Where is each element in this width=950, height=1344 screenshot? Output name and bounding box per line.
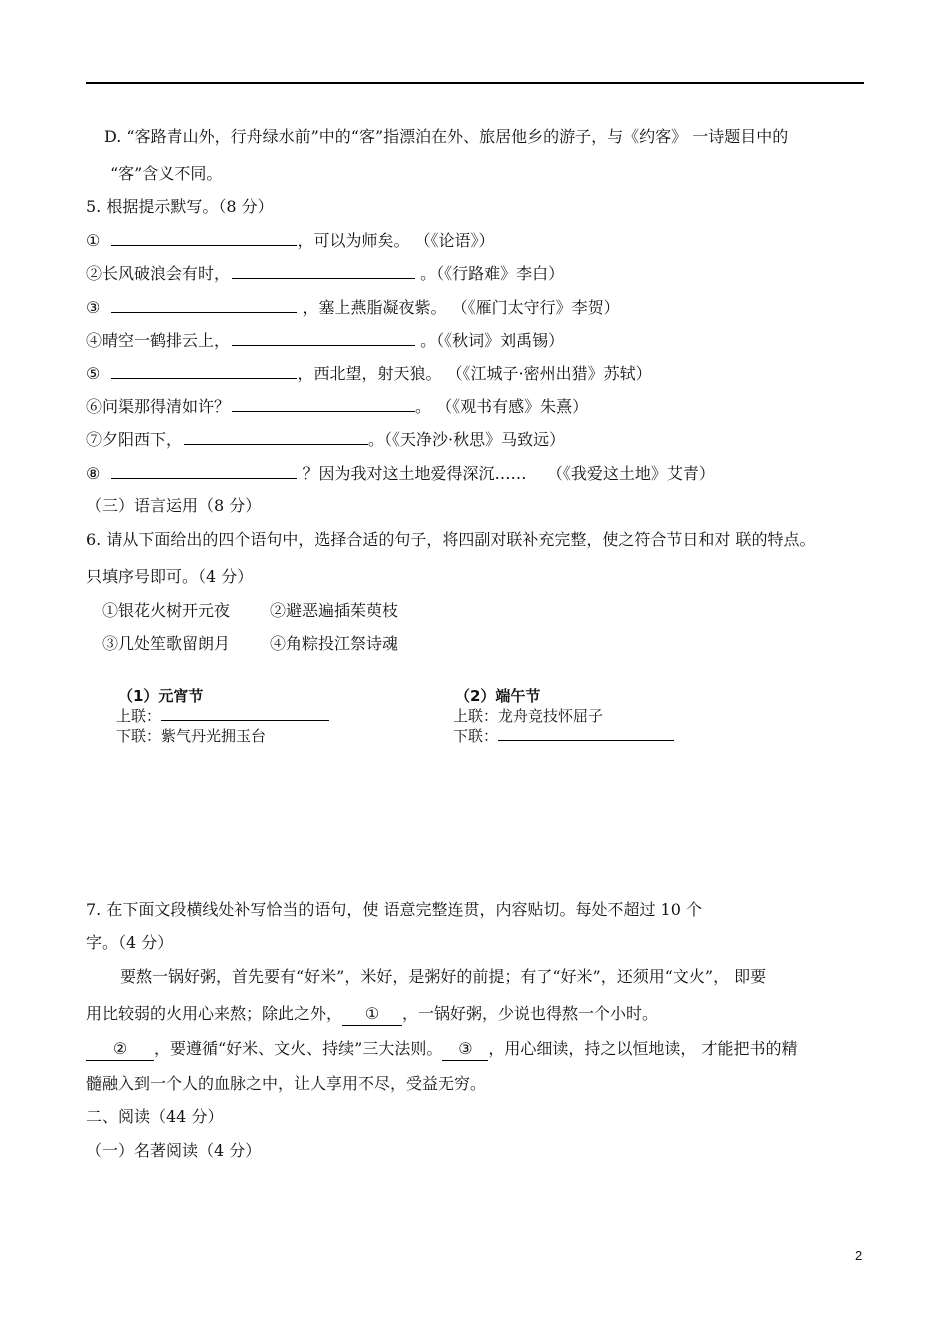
couplet2-lower-blank[interactable] xyxy=(498,726,674,741)
answer-blank[interactable] xyxy=(111,362,297,379)
q5-item-6 xyxy=(86,395,588,418)
couplet1-upper-blank[interactable] xyxy=(161,706,329,721)
q6-text-line2: 只填序号即可。（4 分） xyxy=(86,567,254,586)
option-d-line1: D. “客路青山外，行舟绿水前”中的“客”指漂泊在外、旅居他乡的游子，与《约客》 一诗题目中的 xyxy=(104,127,789,146)
item-text: 。（《天净沙·秋思》马致远） xyxy=(368,430,566,449)
item-text: 晴空一鹤排云上， xyxy=(102,331,231,350)
couplet1-title: （1）元宵节 xyxy=(118,687,204,705)
lower-label: 下联： xyxy=(453,727,499,745)
couplet2-upper xyxy=(453,706,603,726)
upper-text: 龙舟竞技怀屈子 xyxy=(498,707,604,725)
lower-text: 紫气丹光拥玉台 xyxy=(161,727,267,745)
item-text: ，西北望，射天狼。 （《江城子·密州出猎》苏轼） xyxy=(297,364,652,383)
blank-2[interactable]: ② xyxy=(86,1038,154,1061)
q7-para-line2 xyxy=(86,1003,658,1026)
part2-heading: 二、阅读（44 分） xyxy=(86,1107,224,1126)
item-text: ，可以为师矣。 （《论语》） xyxy=(297,231,495,250)
blank-3[interactable]: ③ xyxy=(442,1038,488,1061)
couplet1-upper xyxy=(116,706,329,726)
q7-para-line1: 要熬一锅好粥，首先要有“好米”，米好，是粥好的前提；有了“好米”，还须用“文火”， 即要 xyxy=(120,967,767,986)
para-text: ，一锅好粥，少说也得熬一个小时。 xyxy=(402,1004,659,1023)
q5-item-7 xyxy=(86,428,565,451)
q7-text-line1: 7. 在下面文段横线处补写恰当的语句，使 语意完整连贯，内容贴切。每处不超过 10 个 xyxy=(86,900,702,919)
blank-1[interactable]: ① xyxy=(342,1003,402,1026)
item-number: ⑤ xyxy=(86,364,101,383)
para-text: 用比较弱的火用心来熬；除此之外， xyxy=(86,1004,343,1023)
item-text: 夕阳西下， xyxy=(102,430,183,449)
item-text: 长风破浪会有时， xyxy=(102,264,231,283)
page-number: 2 xyxy=(855,1248,863,1263)
answer-blank[interactable] xyxy=(111,296,297,313)
q6-option-4: ④角粽投江祭诗魂 xyxy=(270,634,399,653)
para-text: ，要遵循“好米、文火、持续”三大法则。 xyxy=(154,1039,443,1058)
couplet2-lower xyxy=(453,726,674,746)
q5-item-5 xyxy=(86,362,652,385)
q5-item-8 xyxy=(86,462,715,485)
answer-blank[interactable] xyxy=(232,395,415,412)
q6-text-line1: 6. 请从下面给出的四个语句中，选择合适的句子，将四副对联补充完整，使之符合节日和对 联的特点。 xyxy=(86,530,816,549)
item-number: ⑧ xyxy=(86,464,101,483)
item-number: ① xyxy=(86,231,101,250)
item-text: 。 （《观书有感》朱熹） xyxy=(415,397,589,416)
para-text: ，用心细读，持之以恒地读， 才能把书的精 xyxy=(488,1039,798,1058)
q6-option-2: ②避恶遍插茱萸枝 xyxy=(270,601,399,620)
q7-para-line4: 髓融入到一个人的血脉之中，让人享用不尽，受益无穷。 xyxy=(86,1074,487,1093)
item-text: 。（《秋词》刘禹锡） xyxy=(415,331,565,350)
section3-heading: （三）语言运用（8 分） xyxy=(86,496,262,515)
answer-blank[interactable] xyxy=(232,262,415,279)
answer-blank[interactable] xyxy=(111,462,297,479)
header-rule xyxy=(86,82,864,84)
q6-option-3: ③几处笙歌留朗月 xyxy=(102,634,231,653)
sub1-heading: （一）名著阅读（4 分） xyxy=(86,1141,262,1160)
item-number: ④ xyxy=(86,331,103,350)
answer-blank[interactable] xyxy=(232,329,415,346)
q6-option-1: ①银花火树开元夜 xyxy=(102,601,231,620)
item-text: ，塞上燕脂凝夜紫。 （《雁门太守行》李贺） xyxy=(297,298,620,317)
q5-item-2 xyxy=(86,262,564,285)
lower-label: 下联： xyxy=(116,727,162,745)
q5-item-1 xyxy=(86,229,495,252)
q5-item-3 xyxy=(86,296,620,319)
item-number: ③ xyxy=(86,298,101,317)
item-text: 问渠那得清如许？ xyxy=(102,397,231,416)
answer-blank[interactable] xyxy=(184,428,368,445)
item-text: 。（《行路难》李白） xyxy=(415,264,565,283)
answer-blank[interactable] xyxy=(111,229,297,246)
item-number: ⑦ xyxy=(86,430,103,449)
couplet1-lower xyxy=(116,726,266,746)
q5-item-4 xyxy=(86,329,564,352)
item-text: ？因为我对这土地爱得深沉…… （《我爱这土地》艾青） xyxy=(297,464,715,483)
q7-para-line3 xyxy=(86,1038,797,1061)
item-number: ⑥ xyxy=(86,397,103,416)
q7-text-line2: 字。（4 分） xyxy=(86,933,174,952)
upper-label: 上联： xyxy=(453,707,499,725)
q5-heading: 5. 根据提示默写。（8 分） xyxy=(86,197,274,216)
upper-label: 上联： xyxy=(116,707,162,725)
couplet2-title: （2）端午节 xyxy=(455,687,541,705)
option-d-line2: “客”含义不同。 xyxy=(110,164,223,183)
item-number: ② xyxy=(86,264,103,283)
